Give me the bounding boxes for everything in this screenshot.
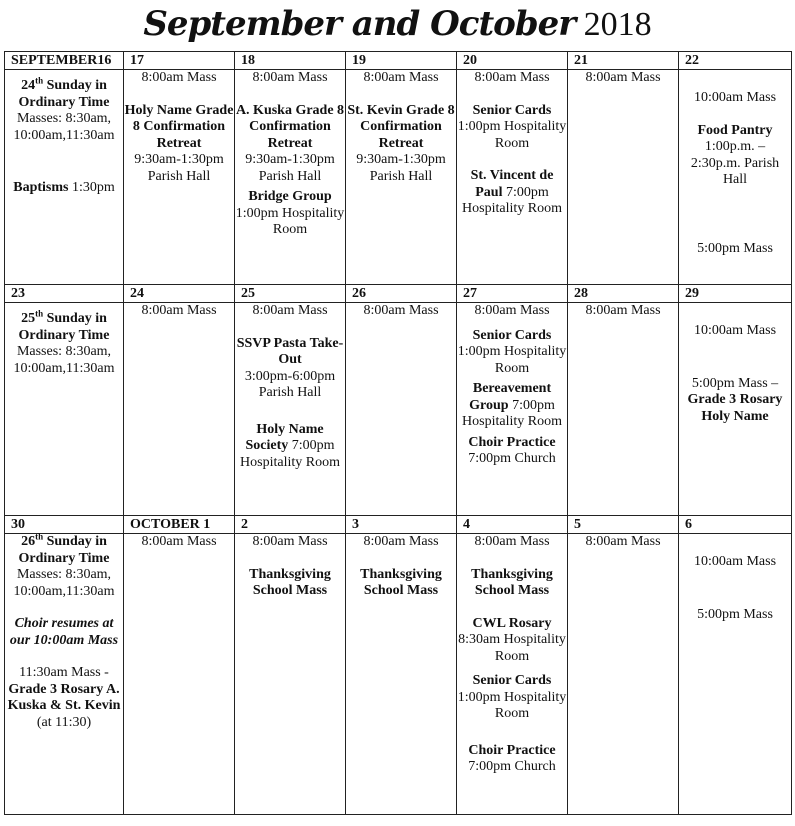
date-label: 29 <box>679 285 792 303</box>
date-label: 19 <box>346 52 457 70</box>
sunday-masses: Masses: 8:30am, 10:00am,11:30am <box>13 344 115 376</box>
day-cell <box>5 531 124 815</box>
day-cell <box>5 303 124 516</box>
calendar-table <box>4 51 792 815</box>
mass-time: 8:00am Mass <box>363 70 439 85</box>
event-detail: 8:30am Hospitality Room <box>458 632 566 664</box>
mass-time: 8:00am Mass <box>141 303 217 318</box>
date-label: 21 <box>568 52 679 70</box>
day-cell <box>346 303 457 516</box>
event-detail: 1:00pm Hospitality Room <box>235 205 345 237</box>
day-cell <box>235 70 346 285</box>
day-cell <box>457 70 568 285</box>
date-label: 18 <box>235 52 346 70</box>
event-detail: 3:00pm-6:00pm Parish Hall <box>244 368 336 400</box>
date-label: 27 <box>457 285 568 303</box>
day-cell <box>235 534 346 815</box>
date-row <box>5 285 792 303</box>
sunday-masses: Masses: 8:30am, 10:00am,11:30am <box>13 567 115 599</box>
event-detail: 9:30am-1:30pm Parish Hall <box>356 152 446 184</box>
mass-time: 11:30am Mass - <box>19 665 109 680</box>
event-title: St. Kevin Grade 8 Confirmation Retreat <box>347 102 455 151</box>
event-detail: 1:00pm Hospitality Room <box>457 689 567 721</box>
mass-time: 8:00am Mass <box>585 70 661 85</box>
event-title: Senior Cards <box>472 673 552 688</box>
date-label: 26 <box>346 285 457 303</box>
event-row <box>5 303 792 516</box>
day-cell <box>346 534 457 815</box>
mass-time: 10:00am Mass <box>693 323 777 338</box>
event-title: Thanksgiving School Mass <box>360 566 442 598</box>
event-entry: Holy Name Society 7:00pm Hospitality Room <box>240 421 340 470</box>
event-title: A. Kuska Grade 8 Confirmation Retreat <box>235 102 345 151</box>
day-cell <box>679 534 792 815</box>
mass-time: 8:00am Mass <box>474 70 550 85</box>
event-row <box>5 70 792 285</box>
mass-time: 5:00pm Mass <box>697 606 773 622</box>
event-entry: St. Vincent de Paul 7:00pm Hospitality Room <box>462 168 562 216</box>
day-cell <box>235 303 346 516</box>
date-label: 28 <box>568 285 679 303</box>
mass-time: 8:00am Mass <box>141 70 217 85</box>
event-detail: 1:00pm Hospitality Room <box>457 119 567 151</box>
day-cell <box>457 303 568 516</box>
date-label: 2 <box>235 516 346 534</box>
event-title: Food Pantry <box>697 122 773 138</box>
date-label: 25 <box>235 285 346 303</box>
sunday-title: 24th Sunday in Ordinary Time <box>18 75 110 110</box>
title-year: 2018 <box>583 6 652 43</box>
day-cell <box>124 70 235 285</box>
date-label: SEPTEMBER16 <box>5 52 124 70</box>
event-entry: Bereavement Group 7:00pm Hospitality Room <box>462 381 562 429</box>
mass-time: 8:00am Mass <box>252 70 328 85</box>
event-title: Grade 3 Rosary Holy Name <box>687 392 783 424</box>
day-cell <box>679 70 792 285</box>
mass-time: 10:00am Mass <box>693 554 777 569</box>
title-script: September and October <box>143 4 576 44</box>
date-label: 24 <box>124 285 235 303</box>
date-label: OCTOBER 1 <box>124 516 235 534</box>
event-detail: 9:30am-1:30pm Parish Hall <box>134 152 224 184</box>
day-cell <box>679 303 792 516</box>
event-title: Choir Practice <box>468 434 556 450</box>
mass-time: 10:00am Mass <box>693 90 777 105</box>
mass-time: 8:00am Mass <box>252 534 328 549</box>
date-row <box>5 52 792 70</box>
day-cell <box>346 70 457 285</box>
mass-time: 8:00am Mass <box>474 534 550 549</box>
date-label: 3 <box>346 516 457 534</box>
day-cell <box>124 303 235 516</box>
date-row <box>5 516 792 534</box>
mass-time: 8:00am Mass <box>363 303 439 318</box>
event-title: Holy Name Grade 8 Confirmation Retreat <box>124 102 234 151</box>
mass-time: 8:00am Mass <box>585 534 661 549</box>
page-title <box>0 2 795 50</box>
date-label: 5 <box>568 516 679 534</box>
sunday-title: 25th Sunday in Ordinary Time <box>18 308 110 343</box>
mass-time: 8:00am Mass <box>585 303 661 318</box>
day-cell <box>568 534 679 815</box>
date-label: 4 <box>457 516 568 534</box>
event-title: SSVP Pasta Take-Out <box>236 335 344 367</box>
date-label: 17 <box>124 52 235 70</box>
event-detail: 9:30am-1:30pm Parish Hall <box>245 152 335 184</box>
event-detail: 7:00pm Church <box>468 759 556 774</box>
event-detail: 1:00p.m. – 2:30p.m. Parish Hall <box>690 139 780 187</box>
event-detail: 7:00pm Church <box>468 451 556 466</box>
event-title: Senior Cards <box>472 327 552 343</box>
event-title: Choir Practice <box>468 742 556 758</box>
mass-time: 8:00am Mass <box>363 534 439 549</box>
date-label: 6 <box>679 516 792 534</box>
mass-time: 8:00am Mass <box>252 303 328 318</box>
event-entry: Grade 3 Rosary A. Kuska & St. Kevin (at 11:30) <box>7 681 121 730</box>
sunday-title: 26th Sunday in Ordinary Time <box>18 531 110 566</box>
choir-note: Choir resumes at our 10:00am Mass <box>9 616 119 648</box>
day-cell <box>568 303 679 516</box>
day-cell <box>457 534 568 815</box>
date-label: 30 <box>5 516 124 534</box>
event-row <box>5 534 792 815</box>
event-title: Senior Cards <box>472 102 552 118</box>
mass-time: 8:00am Mass <box>141 534 217 549</box>
event-title: Thanksgiving School Mass <box>249 566 331 598</box>
day-cell <box>568 70 679 285</box>
event-title: Thanksgiving School Mass <box>471 566 553 598</box>
mass-time: 5:00pm Mass – <box>691 375 779 391</box>
event-detail: 1:00pm Hospitality Room <box>457 344 567 376</box>
date-label: 22 <box>679 52 792 70</box>
mass-time: 8:00am Mass <box>474 303 550 318</box>
date-label: 20 <box>457 52 568 70</box>
mass-time: 5:00pm Mass <box>697 240 773 256</box>
sunday-masses: Masses: 8:30am, 10:00am,11:30am <box>13 111 115 143</box>
date-label: 23 <box>5 285 124 303</box>
day-cell <box>124 534 235 815</box>
event-title: CWL Rosary <box>472 615 552 631</box>
baptisms: Baptisms 1:30pm <box>13 180 115 195</box>
day-cell <box>5 70 124 285</box>
event-title: Bridge Group <box>248 189 332 204</box>
